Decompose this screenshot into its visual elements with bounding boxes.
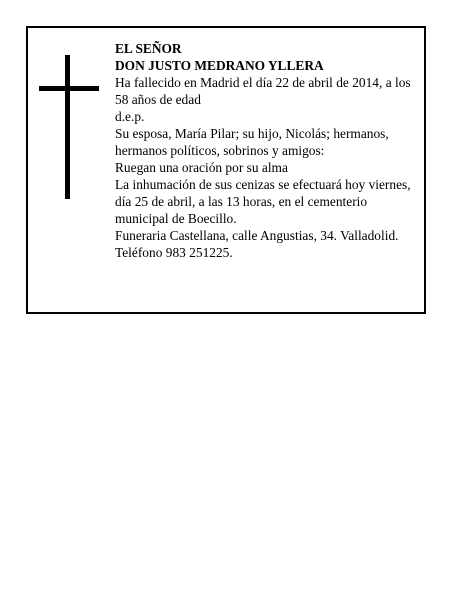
- cross-icon: [39, 55, 99, 199]
- funeral-home-text: Funeraria Castellana, calle Angustias, 34. Valladolid.: [115, 228, 399, 243]
- family-text: Su esposa, María Pilar; su hijo, Nicolás; hermanos, hermanos políticos, sobrinos y amigos:: [115, 126, 389, 158]
- dep-text: d.e.p.: [115, 109, 145, 124]
- deceased-name: DON JUSTO MEDRANO YLLERA: [115, 58, 324, 73]
- obituary-notice: [26, 26, 426, 314]
- burial-text: La inhumación de sus cenizas se efectuará hoy viernes, día 25 de abril, a las 13 horas, en el cementerio municipal de Boecillo.: [115, 177, 411, 226]
- cross-horizontal-bar: [39, 86, 99, 91]
- death-info: Ha fallecido en Madrid el día 22 de abril de 2014, a los 58 años de edad: [115, 75, 411, 107]
- cross-vertical-bar: [65, 55, 70, 199]
- notice-heading: EL SEÑOR: [115, 41, 182, 56]
- prayer-text: Ruegan una oración por su alma: [115, 160, 288, 175]
- phone-text: Teléfono 983 251225.: [115, 245, 233, 260]
- obituary-text: [115, 40, 421, 261]
